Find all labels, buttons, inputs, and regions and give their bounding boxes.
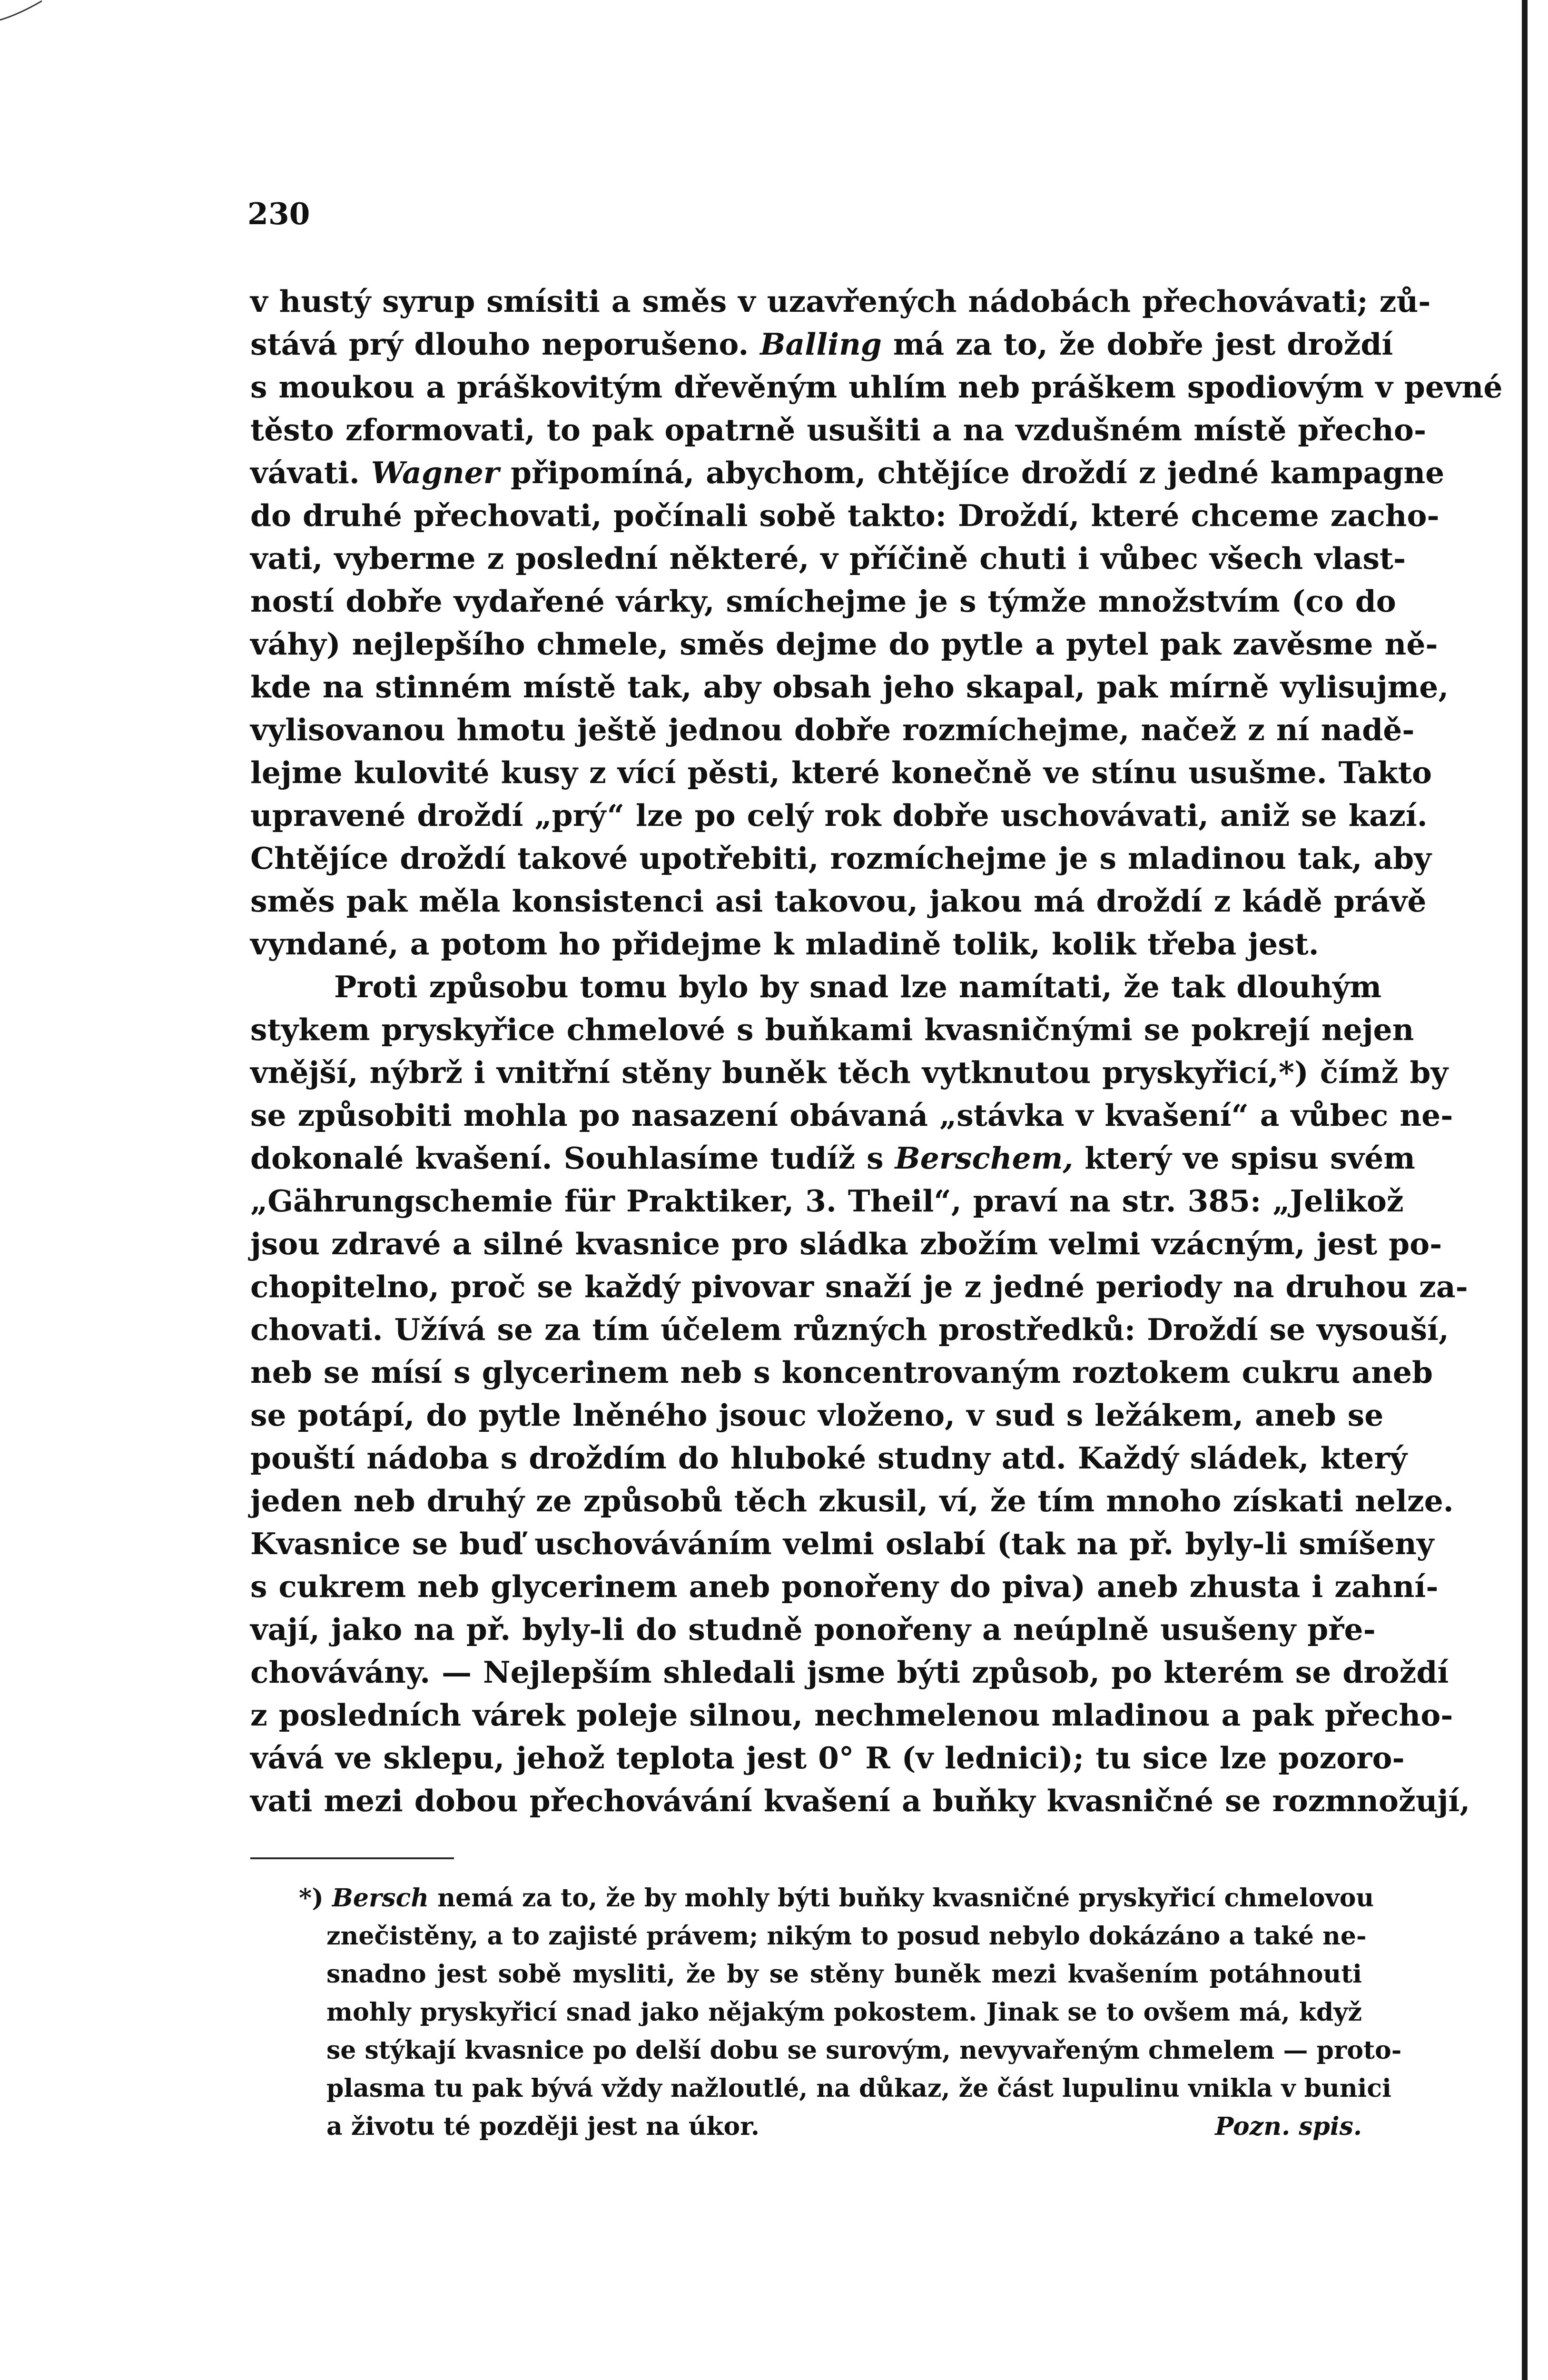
text-line: se potápí, do pytle lněného jsouc vloženo, v sud s ležákem, aneb se (250, 1398, 1384, 1433)
text-line: „Gährungschemie für Praktiker, 3. Theil“, praví na str. 385: „Jelikož (250, 1183, 1404, 1219)
text-line: upravené droždí „prý“ lze po celý rok dobře uschovávati, aniž se kazí. (250, 798, 1428, 833)
text-line: z posledních várek poleje silnou, nechmelenou mladinou a pak přecho- (250, 1697, 1453, 1733)
text-line: do druhé přechovati, počínali sobě takto: Droždí, které chceme zacho- (250, 498, 1440, 533)
text-span: který ve spisu svém (1085, 1140, 1415, 1176)
text-line: se způsobiti mohla po nasazení obávaná „stávka v kvašení“ a vůbec ne- (250, 1098, 1453, 1133)
text-line: chovávány. — Nejlepším shledali jsme býti způsob, po kterém se droždí (250, 1655, 1449, 1690)
scan-corner-mark (0, 0, 43, 24)
paragraph-2 (250, 965, 1470, 1822)
footnote-divider (250, 1857, 454, 1859)
text-line (250, 451, 1445, 494)
author-name-wagner: Wagner (371, 455, 499, 490)
footnote-signature: Pozn. spis. (1215, 2112, 1362, 2141)
text-line: těsto zformovati, to pak opatrně usušiti a na vzdušném místě přecho- (250, 412, 1427, 447)
footnote-line: snadno jest sobě mysliti, že by se stěny buněk mezi kvašením potáhnouti (326, 1960, 1362, 1989)
text-line: kde na stinném místě tak, aby obsah jeho skapal, pak mírně vylisujme, (250, 669, 1449, 704)
text-line: vává ve sklepu, jehož teplota jest 0° R (v lednici); tu sice lze pozoro- (250, 1740, 1405, 1775)
footnote-line (250, 1879, 1374, 1917)
text-line: Chtějíce droždí takové upotřebiti, rozmíchejme je s mladinou tak, aby (250, 841, 1431, 876)
text-span: stává prý dlouho neporušeno. (250, 327, 749, 362)
text-line: Kvasnice se buď uschováváním velmi oslabí (tak na př. byly-li smíšeny (250, 1526, 1434, 1561)
main-text (250, 280, 1503, 1822)
text-line: chopitelno, proč se každý pivovar snaží je z jedné periody na druhou za- (250, 1269, 1468, 1304)
author-name-balling: Balling (760, 327, 882, 362)
text-line (250, 1137, 1415, 1180)
text-span: vávati. (250, 455, 360, 490)
footnote-marker: *) (299, 1884, 324, 1913)
paragraph-1 (250, 280, 1503, 965)
text-line: vati mezi dobou přechovávání kvašení a buňky kvasničné se rozmnožují, (250, 1783, 1470, 1818)
text-span: dokonalé kvašení. Souhlasíme tudíž s (250, 1140, 884, 1176)
text-line: lejme kulovité kusy z vící pěsti, které konečně ve stínu usušme. Takto (250, 755, 1432, 790)
text-line: směs pak měla konsistenci asi takovou, jakou má droždí z kádě právě (250, 883, 1427, 919)
text-line: jeden neb druhý ze způsobů těch zkusil, ví, že tím mnoho získati nelze. (250, 1483, 1454, 1518)
text-line: pouští nádoba s droždím do hluboké studny atd. Každý sládek, který (250, 1440, 1408, 1476)
text-span: nemá za to, že by mohly býti buňky kvasničné pryskyřicí chmelovou (437, 1884, 1374, 1913)
text-line: stykem pryskyřice chmelové s buňkami kvasničnými se pokrejí nejen (250, 1012, 1414, 1047)
text-line: neb se mísí s glycerinem neb s koncentrovaným roztokem cukru aneb (250, 1355, 1433, 1390)
text-line: ností dobře vydařené várky, smíchejme je s týmže množstvím (co do (250, 584, 1396, 619)
footnote-line: plasma tu pak bývá vždy nažloutlé, na důkaz, že část lupulinu vnikla v bunici (326, 2074, 1391, 2103)
text-line (250, 323, 1393, 366)
text-span: má za to, že dobře jest droždí (893, 327, 1393, 362)
footnote (250, 1879, 1402, 2146)
text-line: s cukrem neb glycerinem aneb ponořeny do piva) aneb zhusta i zahní- (250, 1569, 1439, 1604)
page-edge-border (1522, 0, 1528, 2380)
page-number: 230 (247, 196, 310, 231)
author-name-bersch: Berschem, (895, 1140, 1074, 1176)
text-line: vylisovanou hmotu ještě jednou dobře rozmíchejme, načež z ní nadě- (250, 712, 1415, 747)
text-line: Proti způsobu tomu bylo by snad lze namítati, že tak dlouhým (334, 969, 1382, 1004)
text-span: připomíná, abychom, chtějíce droždí z jedné kampagne (510, 455, 1445, 490)
footnote-line: znečistěny, a to zajisté právem; nikým to posud nebylo dokázáno a také ne- (326, 1922, 1367, 1951)
footnote-line (250, 2108, 1362, 2146)
text-line: vají, jako na př. byly-li do studně ponořeny a neúplně usušeny pře- (250, 1612, 1376, 1647)
footnote-author: Bersch (332, 1884, 429, 1913)
text-line: vyndané, a potom ho přidejme k mladině tolik, kolik třeba jest. (250, 926, 1319, 962)
footnote-line: mohly pryskyřicí snad jako nějakým pokostem. Jinak se to ovšem má, když (326, 1998, 1362, 2027)
text-line: váhy) nejlepšího chmele, směs dejme do pytle a pytel pak zavěsme ně- (250, 626, 1438, 662)
text-line: chovati. Užívá se za tím účelem různých prostředků: Droždí se vysouší, (250, 1312, 1449, 1347)
text-span: a životu té později jest na úkor. (326, 2112, 759, 2141)
footnote-line: se stýkají kvasnice po delší dobu se surovým, nevyvařeným chmelem — proto- (326, 2036, 1402, 2065)
text-line: jsou zdravé a silné kvasnice pro sládka zbožím velmi vzácným, jest po- (250, 1226, 1442, 1261)
text-line: vnější, nýbrž i vnitřní stěny buněk těch vytknutou pryskyřicí,*) čímž by (250, 1055, 1449, 1090)
text-line: v hustý syrup smísiti a směs v uzavřených nádobách přechovávati; zů- (250, 284, 1431, 319)
text-line: vati, vyberme z poslední některé, v příčině chuti i vůbec všech vlast- (250, 541, 1406, 576)
text-line: s moukou a práškovitým dřevěným uhlím neb práškem spodiovým v pevné (250, 369, 1503, 405)
